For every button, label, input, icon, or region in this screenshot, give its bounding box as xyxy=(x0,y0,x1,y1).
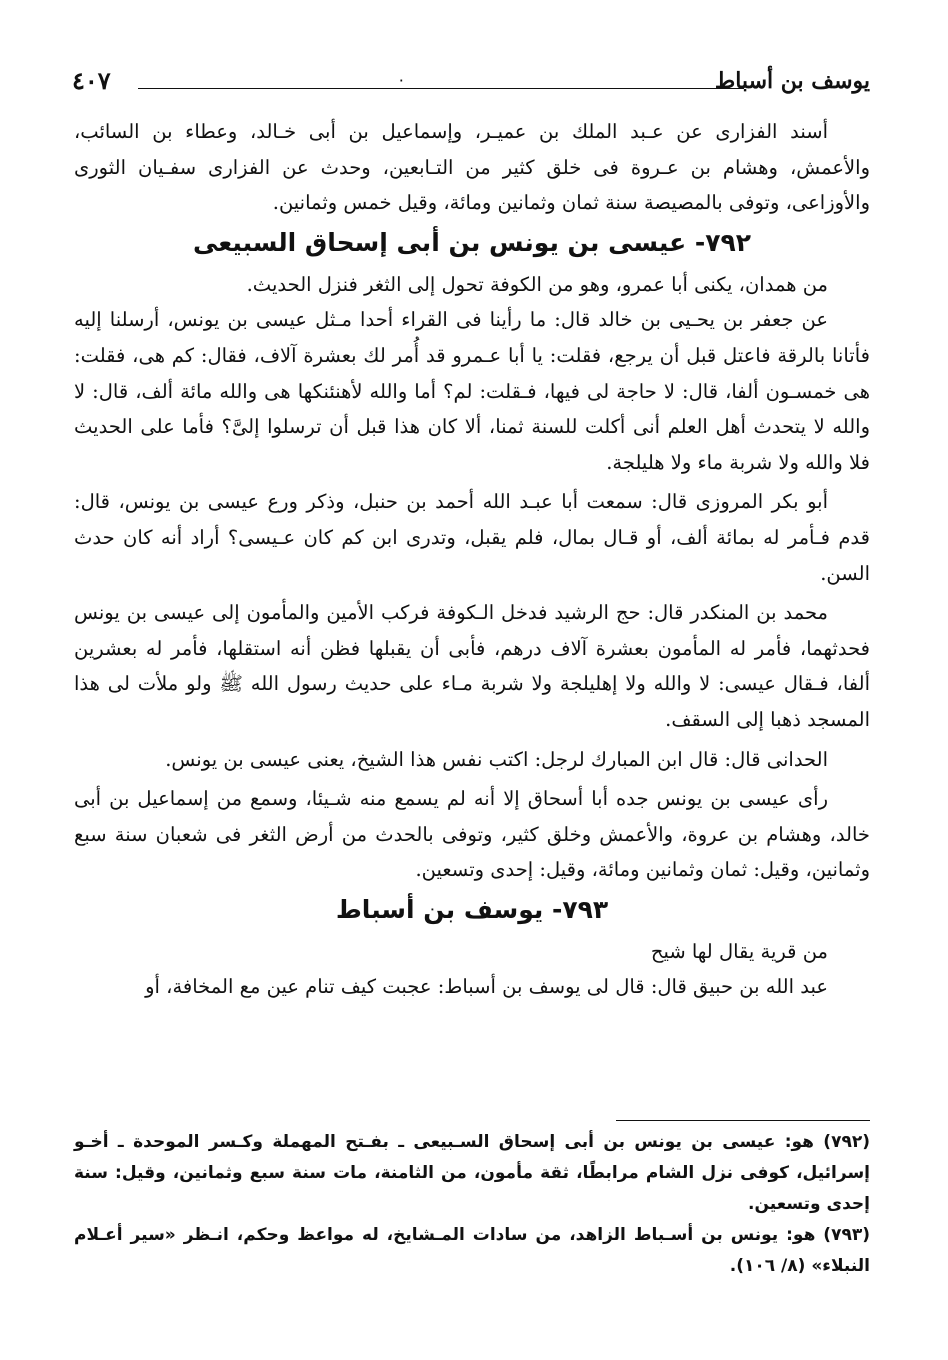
page-body xyxy=(74,114,870,1005)
page-number: ٤٠٧ xyxy=(72,66,111,95)
footnotes xyxy=(74,1120,870,1282)
running-title: يوسف بن أسباط xyxy=(714,68,870,94)
entry-heading-792: ٧٩٢- عيسى بن يونس بن أبى إسحاق السبيعى xyxy=(192,227,752,257)
entry-792-paragraph: من همدان، يكنى أبا عمرو، وهو من الكوفة تحول إلى الثغر فنزل الحديث. xyxy=(246,272,828,296)
header-divider-mark: ٠ xyxy=(397,70,406,89)
entry-792-paragraph: عن جعفر بن يحـيى بن خالد قال: ما رأينا فى القراء أحدا مـثل عيسى بن يونس، أرسلنا إليه فأتانا بالرقة فاعتل قبل أن يرجع، فقلت: يا أبا عـمرو قد أُمر لك بعشرة آلاف، فقال: كم هى، فقلت: هى خمسـون ألفا، قال: لا حاجة لى فيها، فـقلت: لم؟ أما والله لأهنئنكها هى والله مائة ألف، قال: لا والله لا يتحدث أهل العلم أنى أكلت للسنة ثمنا، ألا كان هذا قبل أن ترسلوا إلىَّ؟ فأما على الحديث فلا والله ولا شربة ماء ولا هليلجة. xyxy=(74,308,870,474)
footnote-792: (٧٩٢) هو: عيسى بن يونس بن أبى إسحاق السـبيعى ـ بفـتح المهملة وكـسر الموحدة ـ أخـو إسرائيل، كوفى نزل الشام مرابطًا، ثقة مأمون، من الثامنة، مات سنة سبع وثمانين، وقيل: سنة إحدى وتسعين. xyxy=(74,1132,870,1214)
header-rule xyxy=(138,88,744,89)
entry-793-paragraph: من قرية يقال لها شيح xyxy=(650,939,828,963)
entry-792-paragraph: محمد بن المنكدر قال: حج الرشيد فدخل الـكوفة فركب الأمين والمأمون إلى عيسى بن يونس فحدثهما، فأمر له المأمون بعشرة آلاف درهم، فأبى أن يقبلها فظن أنه استقلها، فأمر له بعشرين ألفا، فـقال عيسى: لا والله ولا إهليلجة ولا شربة مـاء على حديث رسول الله ﷺ ولو ملأت لى هذا المسجد ذهبا إلى السقف. xyxy=(74,601,870,731)
entry-792-paragraph: الحدانى قال: قال ابن المبارك لرجل: اكتب نفس هذا الشيخ، يعنى عيسى بن يونس. xyxy=(165,747,828,771)
entry-792-paragraph: رأى عيسى بن يونس جده أبا أسحاق إلا أنه لم يسمع منه شـيئا، وسمع من إسماعيل بن أبى خالد، وهشام بن عروة، والأعمش وخلق كثير، وتوفى بالحدث من أرض الثغر فى شعبان سنة سبع وثمانين، وقيل: ثمان وثمانين ومائة، وقيل: إحدى وتسعين. xyxy=(74,787,870,882)
footnote-rule xyxy=(616,1120,870,1121)
running-header xyxy=(72,64,870,104)
footnote-793: (٧٩٣) هو: يونس بن أسـباط الزاهد، من سادات المـشايخ، له مواعظ وحكم، انـظر «سير أعـلام النبلاء» (٨/ ١٠٦). xyxy=(74,1225,870,1276)
entry-792-paragraph: أبو بكر المروزى قال: سمعت أبا عبـد الله أحمد بن حنبل، وذكر ورع عيسى بن يونس، قال: قدم فـأمر له بمائة ألف، أو قـال بمال، فلم يقبل، وتدرى ابن كم كان عـيسى؟ أراد أنه كان حدث السن. xyxy=(74,490,870,585)
entry-793-paragraph: عبد الله بن حبيق قال: قال لى يوسف بن أسباط: عجبت كيف تنام عين مع المخافة، أو xyxy=(145,975,828,999)
entry-heading-793: ٧٩٣- يوسف بن أسباط xyxy=(335,894,609,924)
intro-paragraph: أسند الفزارى عن عـبد الملك بن عميـر، وإسماعيل بن أبى خـالد، وعطاء بن السائب، والأعمش، وهشام بن عـروة فى خلق كثير من التـابعين، وحدث عن الفزارى سفـيان الثورى والأوزاعى، وتوفى بالمصيصة سنة ثمان وثمانين ومائة، وقيل خمس وثمانين. xyxy=(74,120,870,215)
